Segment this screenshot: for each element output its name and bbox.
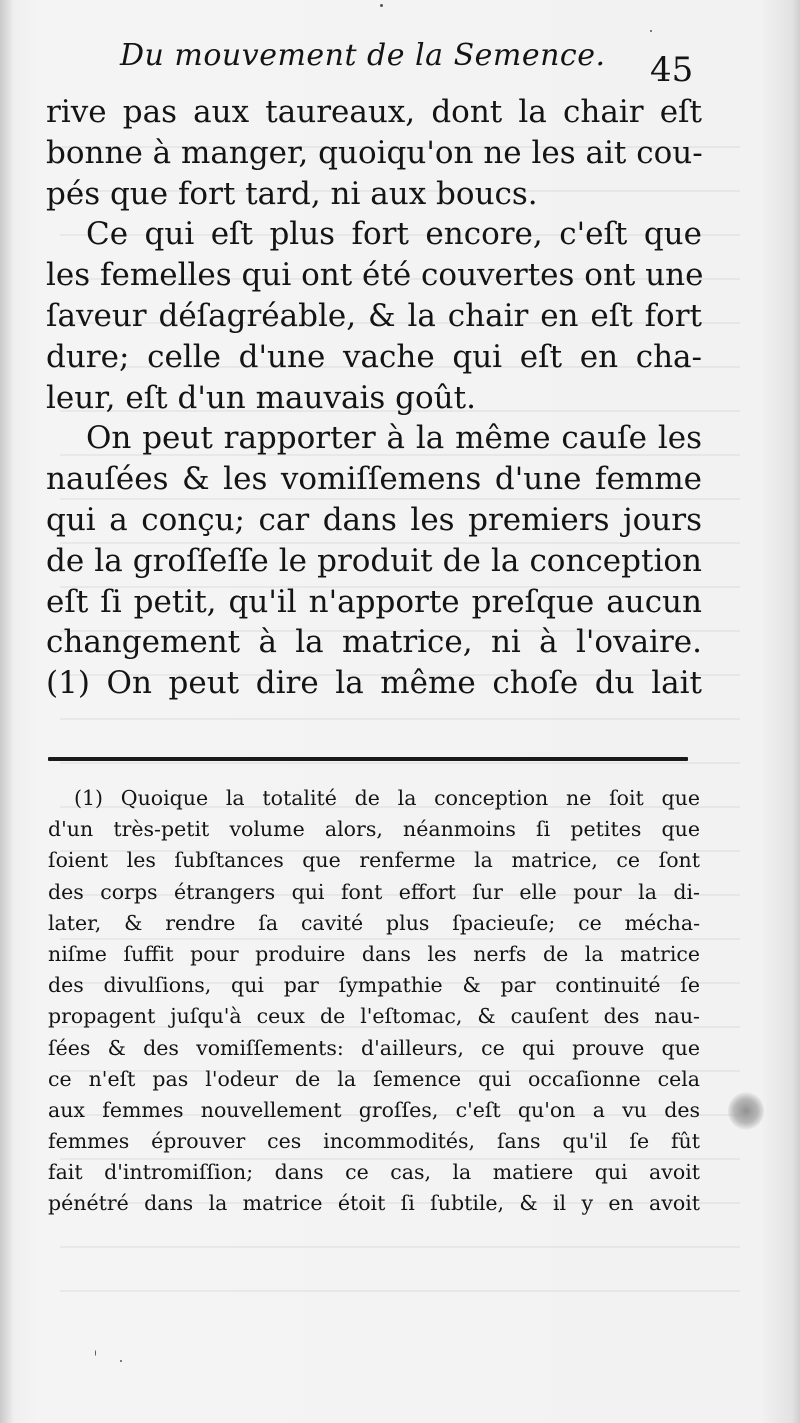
paper-speck: [120, 1360, 122, 1362]
footnote-line: d'un très-petit volume alors, néanmoins ſi petites que: [48, 817, 700, 842]
text-line: changement à la matrice, ni à l'ovaire.: [46, 624, 702, 661]
text-line: ſaveur déſagréable, & la chair en eſt fort: [46, 297, 702, 334]
footnote-line: ſées & des vomiſſements: d'ailleurs, ce qui prouve que: [48, 1035, 700, 1060]
main-text-block: [46, 92, 702, 704]
text-line: dure; celle d'une vache qui eſt en cha-: [46, 338, 702, 375]
text-line: (1) On peut dire la même choſe du lait: [46, 665, 702, 702]
footnote-line: niſme ſuffit pour produire dans les nerfs de la matrice: [48, 941, 700, 966]
text-line: les femelles qui ont été couvertes ont une: [46, 257, 704, 294]
footnote-line: ſoient les ſubſtances que renferme la matrice, ce ſont: [48, 848, 700, 873]
text-line: leur, eſt d'un mauvais goût.: [46, 379, 476, 416]
text-line: nauſées & les vomiſſemens d'une femme: [46, 461, 702, 498]
text-line: rive pas aux taureaux, dont la chair eſt: [46, 94, 702, 130]
text-line: qui a conçu; car dans les premiers jours: [46, 501, 702, 538]
footnote-block: [48, 783, 700, 1220]
page-number: 45: [650, 50, 694, 90]
footnote-line: fait d'intromiſſion; dans ce cas, la matiere qui avoit: [48, 1160, 700, 1185]
text-line: Ce qui eſt plus fort encore, c'eſt que: [86, 216, 702, 253]
ink-smudge: [728, 1092, 764, 1130]
text-line: On peut rapporter à la même cauſe les: [86, 420, 702, 457]
text-line: de la groſſeſſe le produit de la conception: [46, 542, 702, 579]
footnote-line: des corps étrangers qui font effort ſur elle pour la di-: [48, 879, 700, 904]
footnote-line: des divulſions, qui par ſympathie & par continuité ſe: [48, 973, 700, 998]
footnote-line: pénétré dans la matrice étoit ſi ſubtile, & il y en avoit: [48, 1191, 700, 1216]
text-line: bonne à manger, quoiqu'on ne les ait cou-: [46, 134, 703, 171]
footnote-line: aux femmes nouvellement groſſes, c'eſt qu'on a vu des: [48, 1097, 700, 1122]
paper-speck: [380, 4, 383, 7]
footnote-line: (1) Quoique la totalité de la conception ne ſoit que: [74, 786, 700, 810]
footnote-line: later, & rendre ſa cavité plus ſpacieuſe; ce mécha-: [48, 910, 700, 935]
paper-speck: [650, 30, 652, 32]
paper-speck: [95, 1350, 96, 1356]
text-line: pés que fort tard, ni aux boucs.: [46, 175, 538, 212]
footnote-line: propagent juſqu'à ceux de l'eſtomac, & cauſent des nau-: [48, 1004, 700, 1029]
text-line: eſt ſi petit, qu'il n'apporte preſque aucun: [46, 583, 702, 620]
running-title: Du mouvement de la Semence.: [120, 38, 606, 73]
footnote-line: femmes éprouver ces incommodités, ſans qu'il ſe fût: [48, 1129, 700, 1154]
footnote-line: ce n'eſt pas l'odeur de la ſemence qui occaſionne cela: [48, 1066, 700, 1091]
footnote-rule: [48, 757, 688, 761]
